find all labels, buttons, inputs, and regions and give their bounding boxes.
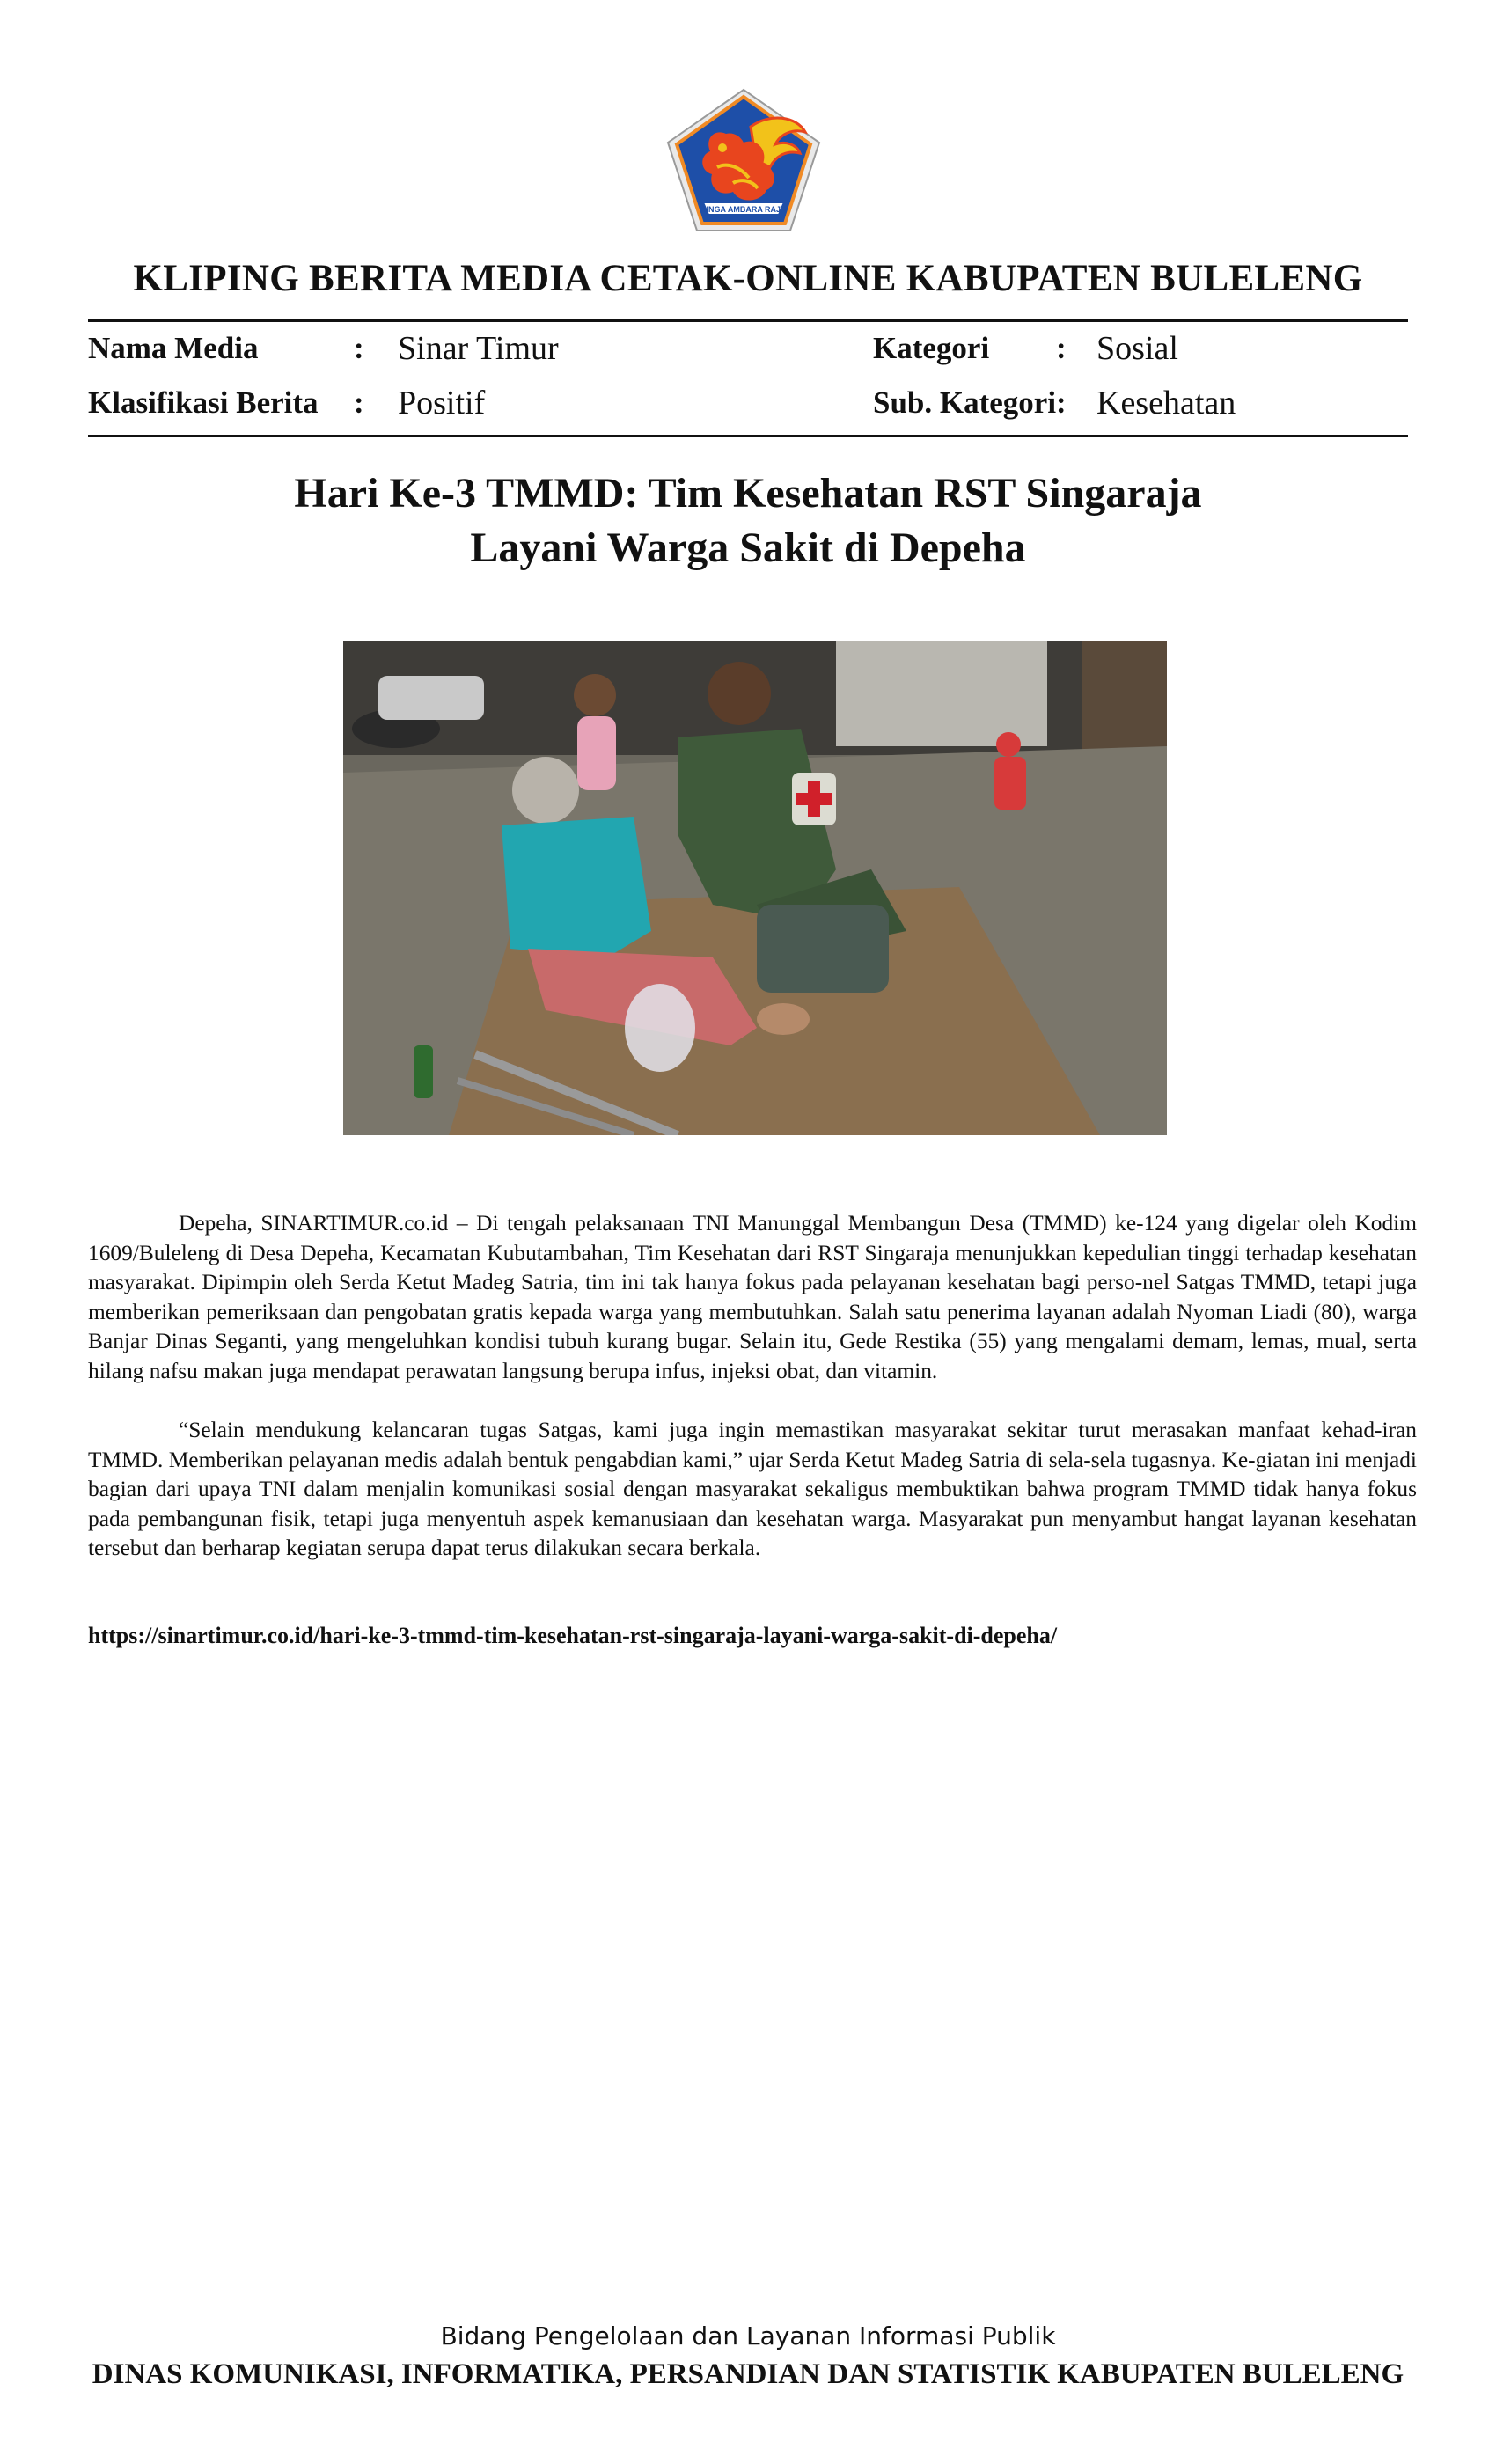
meta-separator: : (1056, 385, 1067, 420)
footer-agency-title: DINAS KOMUNIKASI, INFORMATIKA, PERSANDIAN DAN STATISTIK KABUPATEN BULELENG (92, 2358, 1404, 2390)
headline-line: Layani Warga Sakit di Depeha (470, 524, 1026, 571)
footer-subtitle: Bidang Pengelolaan dan Layanan Informasi Publik (440, 2321, 1056, 2350)
sub-kategori-value: Kesehatan (1096, 385, 1236, 422)
header-top-divider (88, 319, 1408, 322)
source-url-link[interactable]: https://sinartimur.co.id/hari-ke-3-tmmd-tim-kesehatan-rst-singaraja-layani-warga-sakit-di-depeha/ (88, 1623, 1058, 1648)
garuda-singa-emblem-icon (664, 86, 823, 234)
headline-line: Hari Ke-3 TMMD: Tim Kesehatan RST Singaraja (294, 470, 1202, 517)
news-photo-soldier-treating-elderly-woman (343, 641, 1167, 1135)
meta-separator: : (354, 331, 364, 365)
buleleng-emblem-logo (664, 86, 823, 234)
article-photo (343, 641, 1167, 1135)
klasifikasi-label: Klasifikasi Berita (88, 385, 319, 420)
article-headline (0, 466, 1496, 576)
article-paragraph: Depeha, SINARTIMUR.co.id – Di tengah pelaksanaan TNI Manunggal Membangun Desa (TMMD) ke-124 yang digelar oleh Kodim 1609/Buleleng di Desa Depeha, Kecamatan Kubutambahan, Tim Kesehatan dari RST Singaraja menunjukkan kepedulian tinggi terhadap kesehatan masyarakat. Dipimpin oleh Serda Ketut Madeg Satria, tim ini tak hanya fokus pada pelayanan kesehatan bagi perso-nel Satgas TMMD, tetapi juga memberikan pemeriksaan dan pengobatan gratis kepada warga yang membutuhkan. Salah satu penerima layanan adalah Nyoman Liadi (80), warga Banjar Dinas Seganti, yang mengeluhkan kondisi tubuh kurang bugar. Selain itu, Gede Restika (55) yang mengalami demam, lemas, mual, serta hilang nafsu makan juga mendapat perawatan langsung berupa infus, injeksi obat, dan vitamin. (88, 1211, 1417, 1383)
article-paragraph: “Selain mendukung kelancaran tugas Satgas, kami juga ingin memastikan masyarakat sekitar turut merasakan manfaat kehad-iran TMMD. Memberikan pelayanan medis adalah bentuk pengabdian kami,” ujar Serda Ketut Madeg Satria di sela-sela tugasnya. Ke-giatan ini menjadi bagian dari upaya TNI dalam menjalin komunikasi sosial dengan masyarakat sekaligus membuktikan bahwa program TMMD tidak hanya fokus pada pembangunan fisik, tetapi juga menyentuh aspek kemanusiaan dan kesehatan warga. Masyarakat pun menyambut hangat layanan kesehatan tersebut dan berharap kegiatan serupa dapat terus dilakukan secara berkala. (88, 1418, 1417, 1560)
article-body (88, 1209, 1417, 1594)
nama-media-value: Sinar Timur (398, 330, 559, 367)
header-bottom-divider (88, 435, 1408, 437)
sub-kategori-label: Sub. Kategori (873, 385, 1057, 420)
klasifikasi-value: Positif (398, 385, 486, 422)
meta-separator: : (354, 385, 364, 420)
kategori-label: Kategori (873, 331, 990, 365)
emblem-motto: SINGA AMBARA RAJA (700, 205, 787, 214)
meta-separator: : (1056, 331, 1067, 365)
nama-media-label: Nama Media (88, 331, 259, 365)
clipping-header-title: KLIPING BERITA MEDIA CETAK-ONLINE KABUPATEN BULELENG (133, 258, 1363, 299)
kategori-value: Sosial (1096, 330, 1178, 367)
